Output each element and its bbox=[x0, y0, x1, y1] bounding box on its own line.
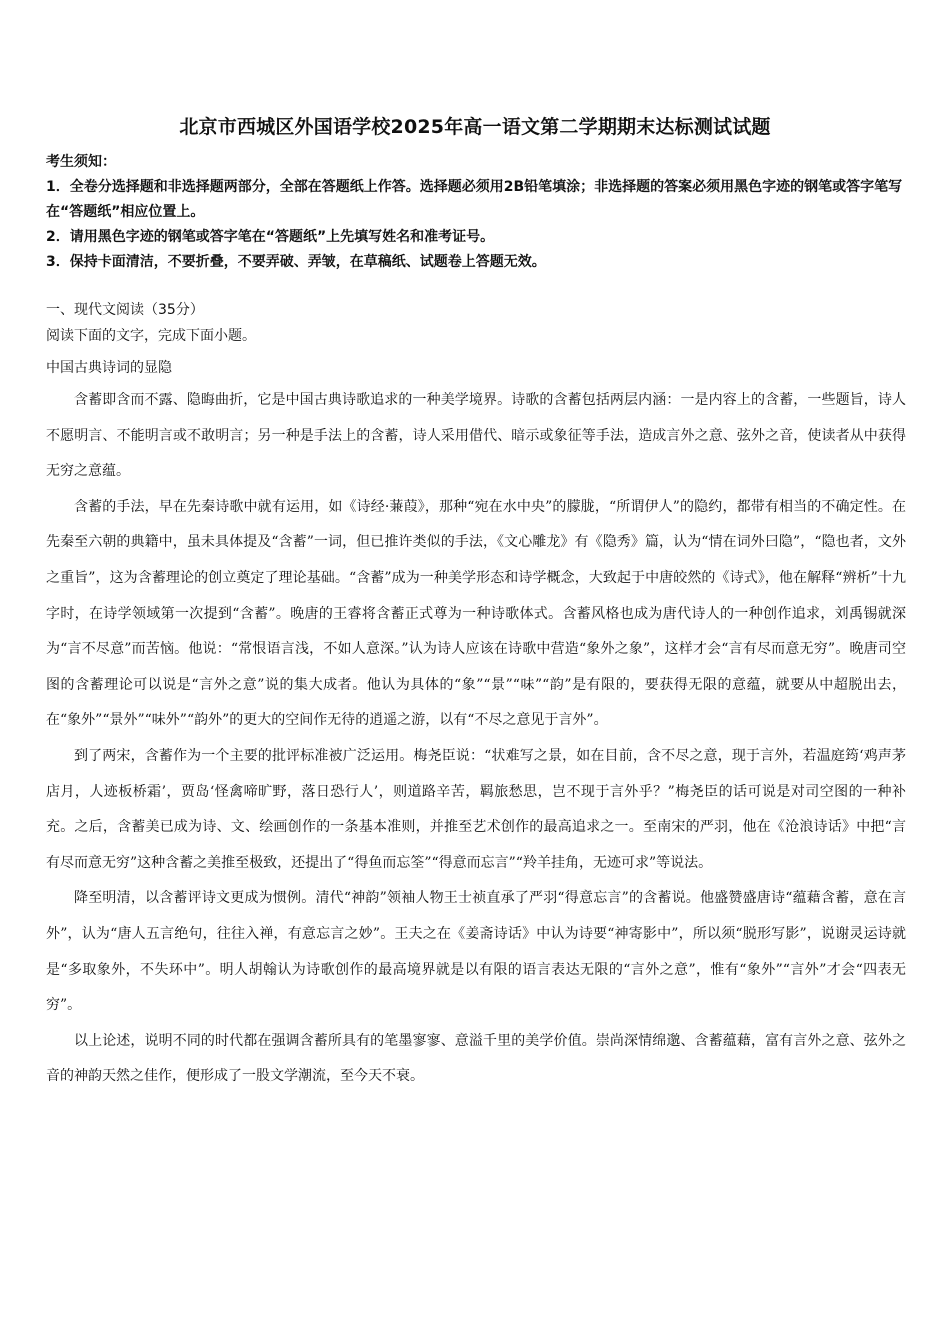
page-title: 北京市西城区外国语学校2025年高一语文第二学期期末达标测试试题 bbox=[179, 116, 771, 138]
essay-paragraph-4: 降至明清，以含蓄评诗文更成为惯例。清代“神韵”领袖人物王士祯直承了严羽“得意忘言”的含蓄说。他盛赞盛唐诗“蕴藉含蓄，意在言外”，认为“唐人五言绝句，往往入禅，有意忘言之妙”。王夫之在《姜斋诗话》中认为诗要“神寄影中”，所以须“脱形写影”，说谢灵运诗就是“多取象外，不失环中”。明人胡翰认为诗歌创作的最高境界就是以有限的语言表达无限的“言外之意”，惟有“象外”“言外”才会“四表无穷”。 bbox=[46, 890, 906, 1014]
essay-paragraph-1: 含蓄即含而不露、隐晦曲折，它是中国古典诗歌追求的一种美学境界。诗歌的含蓄包括两层内涵：一是内容上的含蓄，一些题旨，诗人不愿明言、不能明言或不敢明言；另一种是手法上的含蓄，诗人采用借代、暗示或象征等手法，造成言外之意、弦外之音，使读者从中获得无穷之意蕴。 bbox=[46, 392, 906, 480]
notice-item-2: 2．请用黑色字迹的钢笔或答字笔在“答题纸”上先填写姓名和准考证号。 bbox=[46, 229, 495, 245]
section-title: 一、现代文阅读（35分） bbox=[46, 302, 204, 318]
candidate-notice bbox=[46, 150, 906, 275]
essay-paragraph-2: 含蓄的手法，早在先秦诗歌中就有运用，如《诗经·蒹葭》，那种“宛在水中央”的朦胧，“所谓伊人”的隐约，都带有相当的不确定性。在先秦至六朝的典籍中，虽未具体提及“含蓄”一词，但已推许类似的手法，《文心雕龙》有《隐秀》篇，认为“情在词外曰隐”，“隐也者，文外之重旨”，这为含蓄理论的创立奠定了理论基础。“含蓄”成为一种美学形态和诗学概念，大致起于中唐皎然的《诗式》，他在解释“辨析”十九字时，在诗学领域第一次提到“含蓄”。晚唐的王睿将含蓄正式尊为一种诗歌体式。含蓄风格也成为唐代诗人的一种创作追求，刘禹锡就深为“言不尽意”而苦恼。他说：“常恨语言浅，不如人意深。”认为诗人应该在诗歌中营造“象外之象”，这样才会“言有尽而意无穷”。晚唐司空图的含蓄理论可以说是“言外之意”说的集大成者。他认为具体的“象”“景”“味”“韵”是有限的，要获得无限的意蕴，就要从中超脱出去，在“象外”“景外”“味外”“韵外”的更大的空间作无待的逍遥之游，以有“不尽之意见于言外”。 bbox=[46, 498, 906, 729]
essay-paragraph-3: 到了两宋，含蓄作为一个主要的批评标准被广泛运用。梅尧臣说：“状难写之景，如在目前，含不尽之意，现于言外，若温庭筠‘鸡声茅店月，人迹板桥霜’，贾岛‘怪禽啼旷野，落日恐行人’，则道路辛苦，羁旅愁思，岂不现于言外乎？”梅尧臣的话可说是对司空图的一种补充。之后，含蓄美已成为诗、文、绘画创作的一条基本准则，并推至艺术创作的最高追求之一。至南宋的严羽，他在《沧浪诗话》中把“言有尽而意无穷”这种含蓄之美推至极致，还提出了“得鱼而忘筌”“得意而忘言”“羚羊挂角，无迹可求”等说法。 bbox=[46, 747, 906, 871]
notice-item-1: 1．全卷分选择题和非选择题两部分，全部在答题纸上作答。选择题必须用2B铅笔填涂；非选择题的答案必须用黑色字迹的钢笔或答字笔写在“答题纸”相应位置上。 bbox=[46, 179, 903, 220]
essay-title: 中国古典诗词的显隐 bbox=[46, 360, 172, 376]
reading-section bbox=[46, 297, 906, 1095]
notice-item-3: 3．保持卡面清洁，不要折叠，不要弄破、弄皱，在草稿纸、试题卷上答题无效。 bbox=[46, 254, 546, 270]
essay-paragraph-5: 以上论述，说明不同的时代都在强调含蓄所具有的笔墨寥寥、意溢千里的美学价值。崇尚深情绵邈、含蓄蕴藉，富有言外之意、弦外之音的神韵天然之佳作，便形成了一股文学潮流，至今天不衰。 bbox=[46, 1032, 906, 1085]
notice-heading: 考生须知： bbox=[46, 154, 116, 170]
section-instruction: 阅读下面的文字，完成下面小题。 bbox=[46, 328, 256, 344]
